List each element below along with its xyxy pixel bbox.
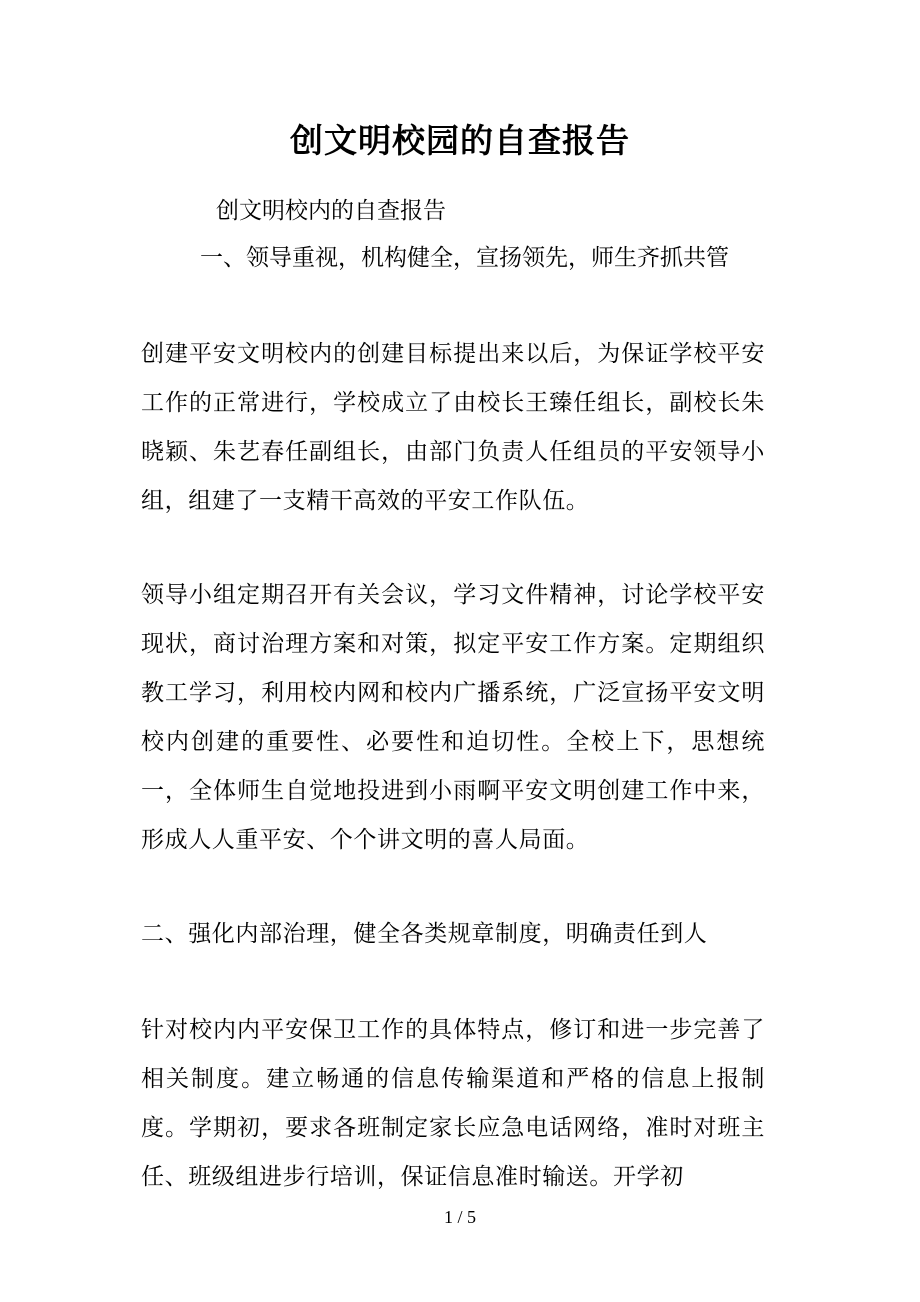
section-heading-one: 一、领导重视，机构健全，宣扬领先，师生齐抓共管 xyxy=(200,245,729,271)
section-heading-two: 二、强化内部治理，健全各类规章制度，明确责任到人 xyxy=(141,921,708,947)
paragraph-2: 领导小组定期召开有关会议，学习文件精神，讨论学校平安现状，商讨治理方案和对策，拟定平安工作方案。定期组织教工学习，利用校内网和校内广播系统，广泛宣扬平安文明校内创建的重要性、必要性和迫切性。全校上下，思想统一，全体师生自觉地投进到小雨啊平安文明创建工作中来，形成人人重平安、个个讲文明的喜人局面。 xyxy=(141,582,765,853)
document-title: 创文明校园的自查报告 xyxy=(290,121,630,160)
page-number: 1 / 5 xyxy=(443,1207,476,1227)
paragraph-1: 创建平安文明校内的创建目标提出来以后，为保证学校平安工作的正常进行，学校成立了由校长王臻任组长，副校长朱晓颖、朱艺春任副组长，由部门负责人任组员的平安领导小组，组建了一支精干高效的平安工作队伍。 xyxy=(141,341,765,514)
document-subtitle: 创文明校内的自查报告 xyxy=(216,198,446,224)
paragraph-3: 针对校内内平安保卫工作的具体特点，修订和进一步完善了相关制度。建立畅通的信息传输渠道和严格的信息上报制度。学期初，要求各班制定家长应急电话网络，准时对班主任、班级组进步行培训，保证信息准时输送。开学初 xyxy=(141,1017,765,1190)
